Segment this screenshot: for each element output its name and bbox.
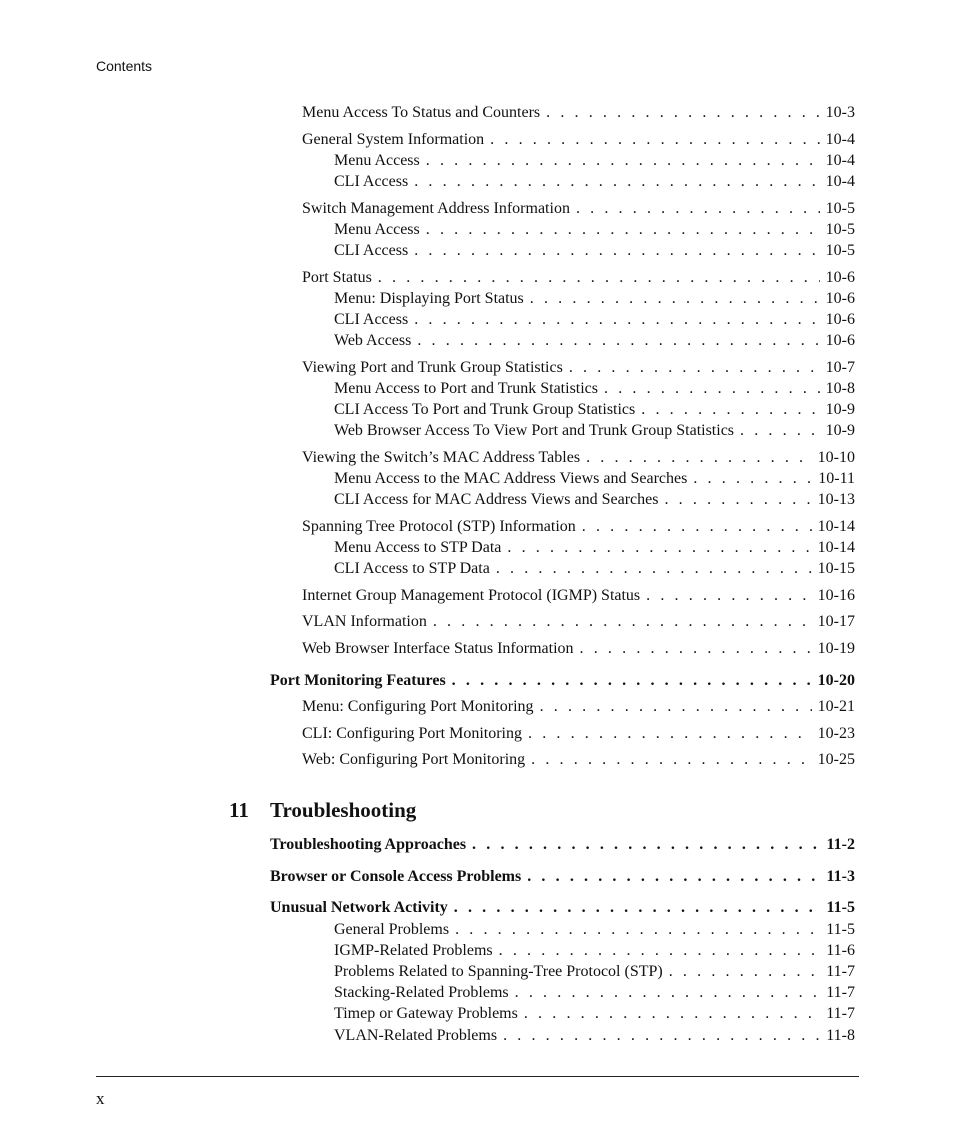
dot-leader — [490, 130, 820, 150]
toc-entry-title: VLAN Information — [302, 613, 427, 630]
dot-leader — [499, 941, 821, 961]
toc-entry-page: 10-5 — [825, 242, 855, 259]
toc-entry-page: 10-4 — [825, 173, 855, 190]
toc-entry-page: 10-25 — [817, 751, 855, 768]
toc-entry[interactable] — [302, 103, 855, 123]
dot-leader — [664, 490, 811, 510]
toc-entry-page: 11-8 — [826, 1027, 855, 1044]
toc-entry-page: 10-9 — [825, 422, 855, 439]
toc-entry[interactable] — [334, 559, 855, 579]
footer-page-number: x — [96, 1089, 105, 1108]
toc-entry-title: Menu: Displaying Port Status — [334, 290, 524, 307]
dot-leader — [496, 559, 812, 579]
toc-entry[interactable] — [334, 1004, 855, 1024]
toc-entry-title: Web: Configuring Port Monitoring — [302, 751, 526, 768]
dot-leader — [452, 671, 812, 691]
chapter-title: Troubleshooting — [270, 798, 417, 822]
toc-entry-title: CLI Access for MAC Address Views and Searches — [334, 491, 659, 508]
toc-entry-title: Menu: Configuring Port Monitoring — [302, 698, 534, 715]
toc-entry[interactable] — [302, 358, 855, 378]
toc-entry-page: 11-7 — [826, 984, 855, 1001]
toc-entry-title: Port Monitoring Features — [270, 672, 446, 689]
dot-leader — [472, 835, 821, 855]
toc-entry-page: 10-17 — [817, 613, 855, 630]
toc-entry-title: Stacking-Related Problems — [334, 984, 509, 1001]
toc-entry[interactable] — [334, 1026, 855, 1046]
toc-entry-title: Menu Access to Port and Trunk Statistics — [334, 380, 599, 397]
toc-entry-page: 10-15 — [817, 560, 855, 577]
dot-leader — [740, 421, 820, 441]
dot-leader — [414, 172, 819, 192]
toc-entry[interactable] — [302, 586, 855, 606]
toc-entry-page: 10-5 — [825, 200, 855, 217]
toc-entry[interactable] — [302, 130, 855, 150]
toc-entry[interactable] — [302, 750, 855, 770]
dot-leader — [454, 898, 821, 918]
dot-leader — [524, 1004, 820, 1024]
toc-entry-title: Web Browser Access To View Port and Trunk Group Statistics — [334, 422, 735, 439]
toc-entry-title: General System Information — [302, 131, 485, 148]
toc-entry-page: 10-4 — [825, 131, 855, 148]
dot-leader — [546, 103, 820, 123]
toc-entry[interactable] — [270, 898, 855, 918]
dot-leader — [527, 867, 820, 887]
toc-entry-page: 10-7 — [825, 359, 855, 376]
dot-leader — [531, 750, 812, 770]
dot-leader — [580, 639, 812, 659]
toc-entry-page: 10-3 — [825, 104, 855, 121]
toc-entry-title: Menu Access to STP Data — [334, 539, 502, 556]
toc-entry-page: 10-16 — [817, 587, 855, 604]
toc-entry-title: General Problems — [334, 921, 450, 938]
dot-leader — [669, 962, 821, 982]
toc-entry-page: 10-6 — [825, 290, 855, 307]
toc-entry[interactable] — [334, 289, 855, 309]
toc-entry-page: 10-13 — [817, 491, 855, 508]
dot-leader — [433, 612, 812, 632]
dot-leader — [528, 724, 812, 744]
dot-leader — [576, 199, 820, 219]
toc-entry[interactable] — [270, 867, 855, 887]
dot-leader — [646, 586, 812, 606]
toc-entry-page: 10-5 — [825, 221, 855, 238]
toc-entry-page: 10-14 — [817, 539, 855, 556]
dot-leader — [507, 538, 811, 558]
chapter-heading — [229, 798, 416, 823]
toc-entry-page: 11-7 — [826, 963, 855, 980]
toc-entry[interactable] — [302, 724, 855, 744]
toc-entry-title: Port Status — [302, 269, 372, 286]
chapter-number: 11 — [229, 798, 249, 822]
toc-entry[interactable] — [334, 983, 855, 1003]
toc-entry-title: CLI Access to STP Data — [334, 560, 490, 577]
dot-leader — [582, 517, 812, 537]
dot-leader — [503, 1026, 820, 1046]
toc-entry-page: 11-2 — [826, 836, 855, 853]
dot-leader — [586, 448, 812, 468]
toc-entry-page: 11-5 — [826, 921, 855, 938]
toc-entry-title: Web Access — [334, 332, 412, 349]
toc-entry-title: IGMP-Related Problems — [334, 942, 493, 959]
toc-entry[interactable] — [334, 310, 855, 330]
toc-entry-page: 11-3 — [826, 868, 855, 885]
footer-rule — [96, 1076, 859, 1077]
dot-leader — [455, 920, 820, 940]
toc-entry-page: 11-5 — [826, 899, 855, 916]
dot-leader — [569, 358, 820, 378]
toc-entry[interactable] — [270, 835, 855, 855]
dot-leader — [378, 268, 820, 288]
toc-entry[interactable] — [334, 469, 855, 489]
toc-entry-title: Internet Group Management Protocol (IGMP) Status — [302, 587, 641, 604]
toc-entry-title: Troubleshooting Approaches — [270, 836, 467, 853]
toc-entry[interactable] — [302, 612, 855, 632]
toc-entry-title: Menu Access To Status and Counters — [302, 104, 541, 121]
dot-leader — [515, 983, 821, 1003]
toc-entry[interactable] — [302, 268, 855, 288]
toc-entry[interactable] — [334, 241, 855, 261]
dot-leader — [417, 331, 819, 351]
toc-entry[interactable] — [302, 448, 855, 468]
toc-entry-title: Timep or Gateway Problems — [334, 1005, 518, 1022]
toc-entry-page: 10-23 — [817, 725, 855, 742]
toc-entry[interactable] — [334, 962, 855, 982]
toc-entry-page: 10-9 — [825, 401, 855, 418]
toc-entry[interactable] — [334, 151, 855, 171]
toc-entry-title: Menu Access — [334, 221, 420, 238]
toc-entry-title: Web Browser Interface Status Information — [302, 640, 574, 657]
toc-entry-page: 10-20 — [817, 672, 855, 689]
toc-entry[interactable] — [334, 490, 855, 510]
toc-entry-page: 11-6 — [826, 942, 855, 959]
toc-entry-title: CLI Access — [334, 173, 409, 190]
toc-entry[interactable] — [334, 220, 855, 240]
toc-entry-page: 10-11 — [818, 470, 855, 487]
toc-entry-page: 10-19 — [817, 640, 855, 657]
toc-entry-title: Spanning Tree Protocol (STP) Information — [302, 518, 576, 535]
running-header: Contents — [96, 58, 153, 74]
toc-entry-page: 10-6 — [825, 269, 855, 286]
toc-entry-title: CLI Access To Port and Trunk Group Statistics — [334, 401, 636, 418]
toc-entry-title: Menu Access to the MAC Address Views and Searches — [334, 470, 688, 487]
toc-entry-page: 10-10 — [817, 449, 855, 466]
dot-leader — [540, 697, 812, 717]
toc-entry-title: CLI Access — [334, 311, 409, 328]
toc-entry[interactable] — [334, 331, 855, 351]
toc-entry-title: Unusual Network Activity — [270, 899, 448, 916]
dot-leader — [426, 151, 820, 171]
toc-entry-page: 10-4 — [825, 152, 855, 169]
toc-entry[interactable] — [334, 538, 855, 558]
toc-entry-title: CLI: Configuring Port Monitoring — [302, 725, 522, 742]
toc-entry-title: Viewing the Switch’s MAC Address Tables — [302, 449, 581, 466]
toc-entry[interactable] — [302, 697, 855, 717]
toc-entry-title: Browser or Console Access Problems — [270, 868, 522, 885]
toc-entry-title: Viewing Port and Trunk Group Statistics — [302, 359, 563, 376]
toc-entry-title: Switch Management Address Information — [302, 200, 570, 217]
toc-entry-page: 11-7 — [826, 1005, 855, 1022]
toc-entry-page: 10-6 — [825, 332, 855, 349]
toc-entry[interactable] — [302, 517, 855, 537]
toc-entry-page: 10-6 — [825, 311, 855, 328]
toc-entry-page: 10-14 — [817, 518, 855, 535]
dot-leader — [604, 379, 820, 399]
toc-entry-title: VLAN-Related Problems — [334, 1027, 498, 1044]
toc-entry-page: 10-21 — [817, 698, 855, 715]
toc-entry-title: Menu Access — [334, 152, 420, 169]
dot-leader — [693, 469, 812, 489]
dot-leader — [530, 289, 820, 309]
dot-leader — [426, 220, 820, 240]
toc-entry-page: 10-8 — [825, 380, 855, 397]
toc-entry[interactable] — [302, 639, 855, 659]
dot-leader — [414, 241, 819, 261]
dot-leader — [641, 400, 819, 420]
toc-entry[interactable] — [334, 400, 855, 420]
toc-entry[interactable] — [334, 421, 855, 441]
toc-entry[interactable] — [334, 920, 855, 940]
toc-entry[interactable] — [270, 671, 855, 691]
toc-entry[interactable] — [302, 199, 855, 219]
toc-entry[interactable] — [334, 379, 855, 399]
toc-entry-title: CLI Access — [334, 242, 409, 259]
toc-entry-title: Problems Related to Spanning-Tree Protocol (STP) — [334, 963, 663, 980]
dot-leader — [414, 310, 819, 330]
toc-entry[interactable] — [334, 941, 855, 961]
toc-entry[interactable] — [334, 172, 855, 192]
